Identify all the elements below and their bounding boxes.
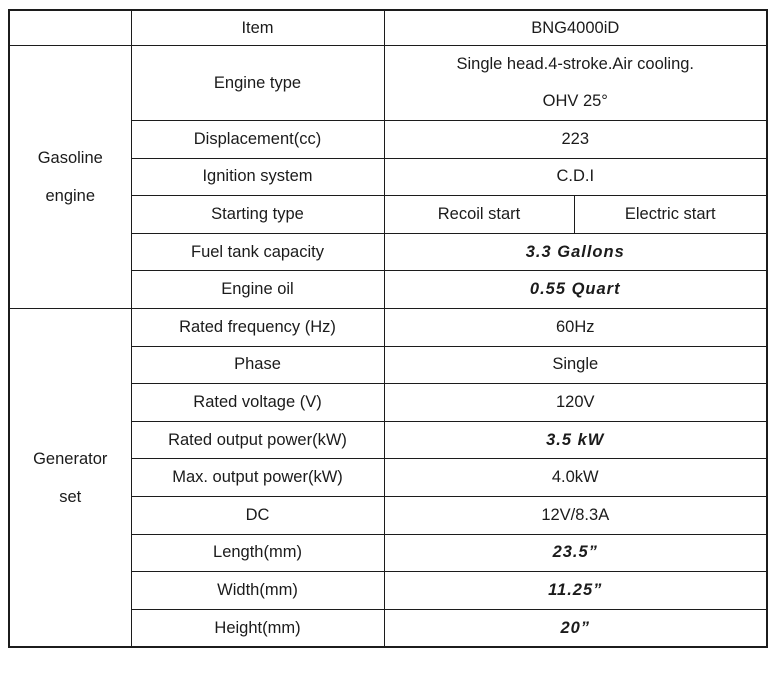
value-ignition-system: C.D.I xyxy=(384,158,767,196)
value-fuel-tank-capacity: 3.3 Gallons xyxy=(384,233,767,271)
item-rated-voltage: Rated voltage (V) xyxy=(131,384,384,422)
group-label-line: engine xyxy=(45,186,96,205)
item-width: Width(mm) xyxy=(131,572,384,610)
header-row xyxy=(9,10,767,46)
item-rated-frequency: Rated frequency (Hz) xyxy=(131,308,384,346)
value-rated-output-power: 3.5 kW xyxy=(384,421,767,459)
header-empty-cell xyxy=(9,10,131,46)
item-max-output-power: Max. output power(kW) xyxy=(131,459,384,497)
value-engine-type-line2: OHV 25° xyxy=(542,92,608,110)
item-starting-type: Starting type xyxy=(131,196,384,234)
group-gasoline-engine xyxy=(9,46,131,309)
header-model-cell: BNG4000iD xyxy=(384,10,767,46)
value-phase: Single xyxy=(384,346,767,384)
row-engine-type xyxy=(9,46,767,121)
item-ignition-system: Ignition system xyxy=(131,158,384,196)
item-phase: Phase xyxy=(131,346,384,384)
generator-spec-table xyxy=(8,9,768,648)
item-height: Height(mm) xyxy=(131,609,384,647)
value-width: 11.25” xyxy=(384,572,767,610)
value-starting-recoil: Recoil start xyxy=(384,196,574,234)
value-rated-voltage: 120V xyxy=(384,384,767,422)
item-fuel-tank-capacity: Fuel tank capacity xyxy=(131,233,384,271)
header-item-cell: Item xyxy=(131,10,384,46)
value-engine-type-line1: Single head.4-stroke.Air cooling. xyxy=(456,55,695,73)
row-rated-frequency xyxy=(9,308,767,346)
item-engine-type: Engine type xyxy=(131,46,384,121)
value-displacement: 223 xyxy=(384,121,767,159)
value-engine-type xyxy=(384,46,767,121)
group-generator-set xyxy=(9,308,131,647)
value-rated-frequency: 60Hz xyxy=(384,308,767,346)
value-max-output-power: 4.0kW xyxy=(384,459,767,497)
value-engine-oil: 0.55 Quart xyxy=(384,271,767,309)
item-displacement: Displacement(cc) xyxy=(131,121,384,159)
group-label-line: set xyxy=(59,487,82,506)
value-starting-electric: Electric start xyxy=(574,196,767,234)
item-rated-output-power: Rated output power(kW) xyxy=(131,421,384,459)
value-height: 20” xyxy=(384,609,767,647)
value-length: 23.5” xyxy=(384,534,767,572)
value-dc: 12V/8.3A xyxy=(384,496,767,534)
item-dc: DC xyxy=(131,496,384,534)
group-label-line: Generator xyxy=(33,449,108,468)
group-label-line: Gasoline xyxy=(37,148,103,167)
item-length: Length(mm) xyxy=(131,534,384,572)
item-engine-oil: Engine oil xyxy=(131,271,384,309)
